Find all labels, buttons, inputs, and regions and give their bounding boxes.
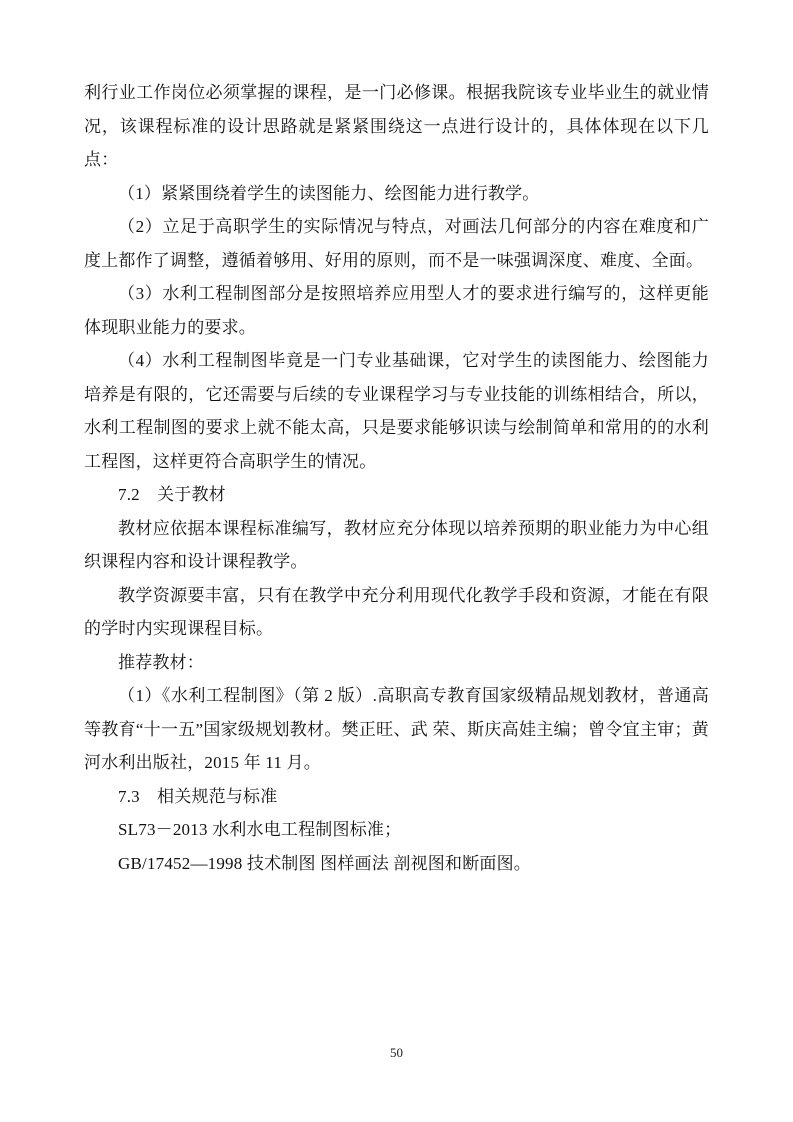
section-heading-7-3: 7.3 相关规范与标准 bbox=[118, 786, 278, 806]
paragraph-recommended-textbooks-label: 推荐教材： bbox=[118, 652, 204, 672]
paragraph-continuation: 利行业工作岗位必须掌握的课程，是一门必修课。根据我院该专业毕业生的就业情况，该课程标准的设计思路就是紧紧围绕这一点进行设计的，具体体现在以下几点： bbox=[84, 83, 709, 169]
paragraph-textbook-reference: （1）《水利工程制图》（第 2 版）.高职高专教育国家级精品规划教材，普通高等教育“十一五”国家级规划教材。樊正旺、武 荣、斯庆高娃主编；曾令宜主审；黄河水利出版社，2015 年 11 月。 bbox=[84, 686, 709, 772]
list-item-2: （2）立足于高职学生的实际情况与特点，对画法几何部分的内容在难度和广度上都作了调整，遵循着够用、好用的原则，而不是一味强调深度、难度、全面。 bbox=[84, 217, 709, 270]
paragraph-teaching-resources: 教学资源要丰富，只有在教学中充分利用现代化教学手段和资源，才能在有限的学时内实现课程目标。 bbox=[84, 585, 709, 638]
section-heading-7-2: 7.2 关于教材 bbox=[118, 485, 226, 504]
list-item-4: （4）水利工程制图毕竟是一门专业基础课，它对学生的读图能力、绘图能力培养是有限的，它还需要与后续的专业课程学习与专业技能的训练相结合，所以，水利工程制图的要求上就不能太高，只是要求能够识读与绘制简单和常用的的水利工程图，这样更符合高职学生的情况。 bbox=[84, 351, 709, 471]
page-number: 50 bbox=[390, 1045, 403, 1060]
paragraph-textbook-basis: 教材应依据本课程标准编写，教材应充分体现以培养预期的职业能力为中心组织课程内容和设计课程教学。 bbox=[84, 518, 709, 571]
list-item-3: （3）水利工程制图部分是按照培养应用型人才的要求进行编写的，这样更能体现职业能力的要求。 bbox=[84, 284, 709, 337]
reference-standard-sl73: SL73－2013 水利水电工程制图标准； bbox=[118, 820, 402, 839]
document-body bbox=[84, 76, 709, 880]
reference-standard-gb17452: GB/17452—1998 技术制图 图样画法 剖视图和断面图。 bbox=[118, 853, 531, 873]
list-item-1: （1）紧紧围绕着学生的读图能力、绘图能力进行教学。 bbox=[118, 183, 540, 203]
